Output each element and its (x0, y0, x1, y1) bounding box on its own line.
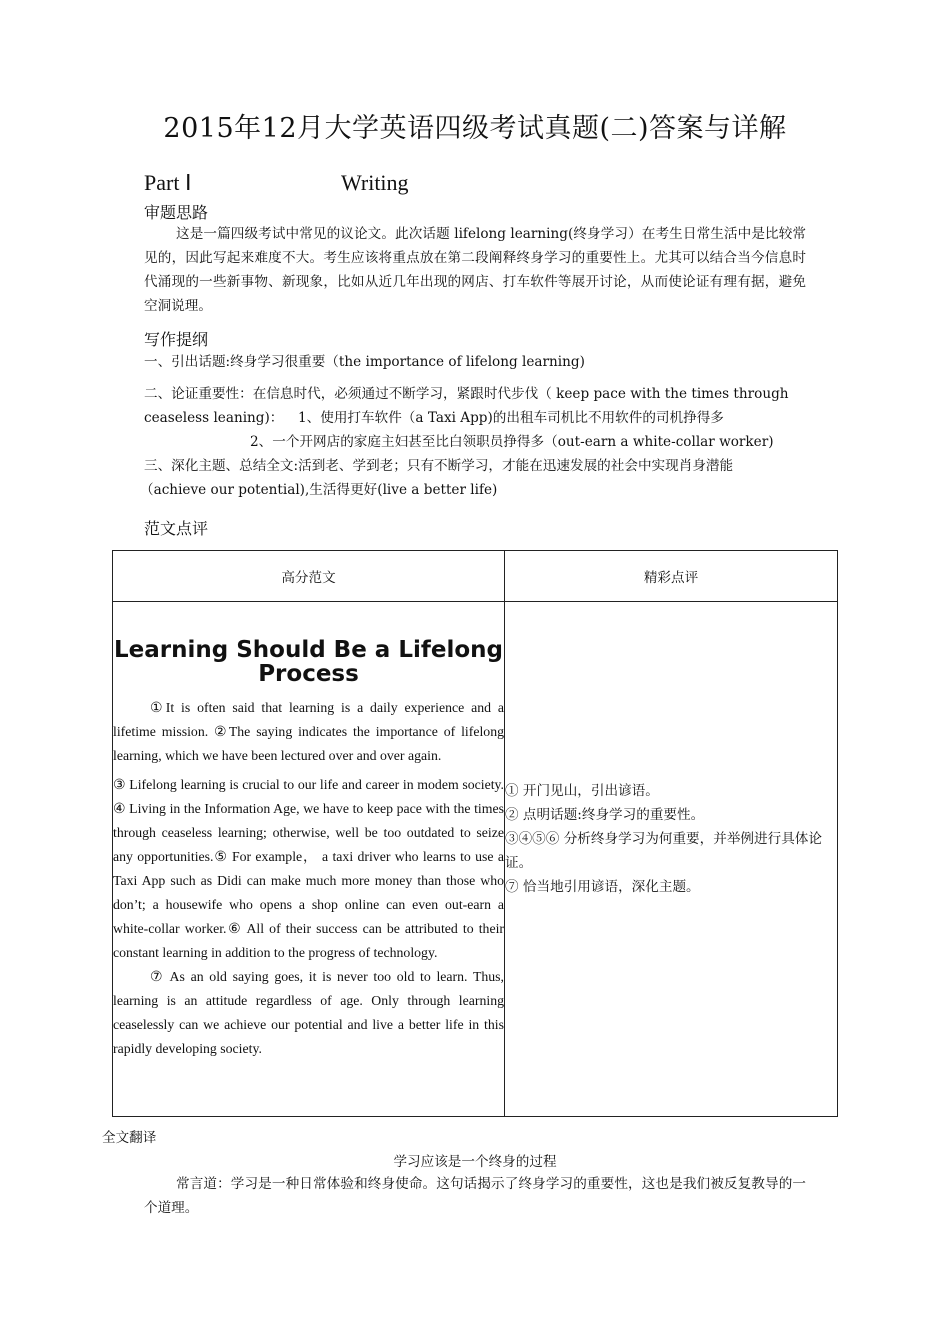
outline-item-2-line-1: 二、论证重要性：在信息时代，必须通过不断学习，紧跟时代步伐（ keep pace with the times through (144, 386, 789, 402)
comment-item: ⑦ 恰当地引用谚语，深化主题。 (505, 879, 700, 895)
comment-item: ② 点明话题:终身学习的重要性。 (505, 807, 705, 823)
essay-paragraph-3: ⑦ As an old saying goes, it is never too old to learn. Thus, learning is an attitude regardless of age. Only through learning ceaselessly can we achieve our potential and live a better life in this rapidly developing society. (113, 969, 504, 1056)
outline-item-3-line-1: 三、深化主题、总结全文:活到老、学到老；只有不断学习，才能在迅速发展的社会中实现肖身潜能 (144, 458, 734, 474)
comment-item: ① 开门见山，引出谚语。 (505, 783, 659, 799)
col-comment-header: 精彩点评 (505, 551, 838, 602)
outline-item-3-line-2: （achieve our potential),生活得更好(live a better life) (140, 482, 498, 498)
document-title: 2015年12月大学英语四级考试真题(二)答案与详解 (163, 113, 787, 144)
review-table-header (113, 551, 838, 602)
essay-cell (113, 602, 505, 1117)
part-heading (144, 170, 409, 196)
review-table-row (113, 602, 838, 1117)
col-essay-header: 高分范文 (113, 551, 505, 602)
essay-paragraph-2: ③ Lifelong learning is crucial to our life and career in modem society. ④ Living in the Information Age, we have to keep pace with the times through ceaseless learning; otherwise, well be too outdated to seize any opportunities.⑤ For example， a taxi driver who learns to use a Taxi App such as Didi can make much more money than those who don’t; a housewife who opens a shop online can even out-earn a white-collar worker.⑥ All of their success can be attributed to their constant learning in addition to the progress of technology. (113, 777, 504, 960)
essay-paragraph-1: ①It is often said that learning is a daily experience and a lifetime mission. ②The saying indicates the importance of lifelong learning, which we have been lectured over and over again. (113, 700, 504, 763)
translation-label: 全文翻译 (102, 1130, 157, 1146)
comment-item: ③④⑤⑥ 分析终身学习为何重要，并举例进行具体论证。 (505, 831, 822, 871)
part-label: Part Ⅰ (144, 170, 192, 195)
part-name: Writing (341, 170, 409, 195)
outline-item-2-line-2a: ceaseless leaning)： (144, 410, 284, 426)
analysis-text: 这是一篇四级考试中常见的议论文。此次话题 lifelong learning(终身学习）在考生日常生活中是比较常见的，因此写起来难度不大。考生应该将重点放在第二段阐释终身学习的重要性上。尤其可以结合当今信息时代涌现的一些新事物、新现象，比如从近几年出现的网店、打车软件等展开讨论，从而使论证有理有据，避免空洞说理。 (144, 226, 806, 314)
analysis-heading: 审题思路 (144, 203, 209, 222)
comment-cell (505, 602, 838, 1117)
outline-item-2-line-2b: 1、使用打车软件（a Taxi App)的出租车司机比不用软件的司机挣得多 (298, 410, 724, 426)
essay-title: Learning Should Be a Lifelong Process (113, 637, 504, 687)
review-table (112, 550, 838, 1117)
outline-heading: 写作提纲 (144, 330, 209, 349)
outline-item-2-line-3: 2、一个开网店的家庭主妇甚至比白领职员挣得多（out-earn a white-collar worker) (250, 434, 774, 450)
translation-title: 学习应该是一个终身的过程 (393, 1154, 557, 1170)
translation-paragraph-1: 常言道：学习是一种日常体验和终身使命。这句话揭示了终身学习的重要性，这也是我们被反复教导的一个道理。 (144, 1176, 806, 1216)
review-heading: 范文点评 (144, 519, 209, 538)
outline-item-1: 一、引出话题:终身学习很重要（the importance of lifelong learning) (144, 354, 585, 370)
